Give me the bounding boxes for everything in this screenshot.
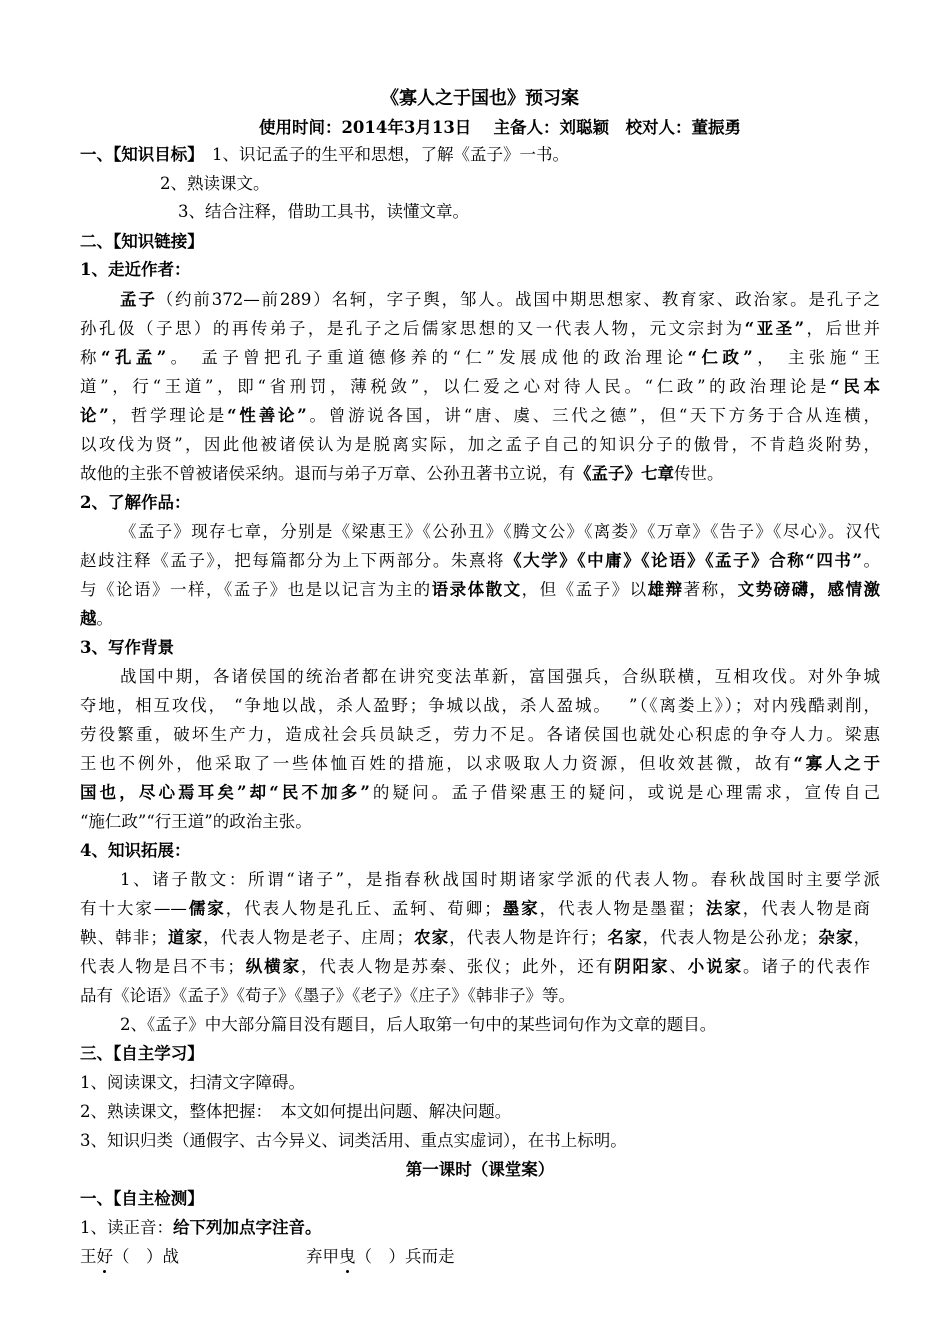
work-heading: 2、了解作品： [80, 493, 191, 512]
author-para-line: 以攻伐为贤”，因此他被诸侯认为是脱离实际，加之孟子自己的知识分子的傲骨，不肯趋炎附势， [80, 435, 880, 454]
author-para-line: 孙孔伋（子思）的再传弟子，是孔子之后儒家思想的又一代表人物，元文宗封为“亚圣”，后世并 [80, 319, 881, 338]
page-title: 《寡人之于国也》预习案 [381, 88, 579, 109]
author-heading: 1、走近作者： [80, 260, 191, 279]
dotted-char: 曳 [339, 1247, 356, 1266]
background-para-line: 夺地，相互攻伐， “争地以战，杀人盈野；争城以战，杀人盈城。 ”（《离娄上》）；对内残酷剥削， [80, 696, 880, 715]
background-para-line: 国也，尽心焉耳矣”却“民不加多”的疑问。孟子借梁惠王的疑问，或说是心理需求，宣传自己 [80, 783, 880, 802]
goals-line-1 [80, 142, 880, 168]
goals-heading: 一、【知识目标】 [80, 145, 196, 164]
goal-1: 1、识记孟子的生平和思想，了解《孟子》一书。 [212, 145, 569, 164]
self-study-item-3: 3、知识归类（通假字、古今异义、词类活用、重点实虚词），在书上标明。 [80, 1131, 627, 1150]
background-para-line: 劳役繁重，破坏生产力，造成社会兵员缺乏，劳力不足。各诸侯国也就处心积虑的争夺人力。梁惠 [80, 725, 880, 744]
background-para-line: 王也不例外，他采取了一些体恤百姓的措施，以求吸取人力资源，但收效甚微，故有“寡人之于 [80, 754, 881, 773]
extension-para-line: 鞅、韩非；道家，代表人物是老子、庄周；农家，代表人物是许行；名家，代表人物是公孙龙；杂家， [80, 928, 871, 947]
self-study-item-1: 1、阅读课文，扫清文字障碍。 [80, 1073, 305, 1092]
page-meta: 使用时间：2014年3月13日 主备人：刘聪颖 校对人：董振勇 [258, 118, 742, 137]
extension-heading: 4、知识拓展： [80, 841, 191, 860]
work-para-line: 《孟子》现存七章，分别是《梁惠王》《公孙丑》《腾文公》《离娄》《万章》《告子》《尽心》。汉代 [120, 522, 880, 541]
self-check-heading: 一、【自主检测】 [80, 1189, 204, 1208]
work-para-line: 与《论语》一样，《孟子》也是以记言为主的语录体散文，但《孟子》以雄辩著称，文势磅礴，感情激 [80, 580, 881, 599]
background-para-line: “施仁政”“行王道”的政治主张。 [80, 812, 312, 831]
pinyin-item: 王好（ ）战 [80, 1247, 179, 1266]
author-para-line: 故他的主张不曾被诸侯采纳。退而与弟子万章、公孙丑著书立说，有《孟子》七章传世。 [80, 464, 724, 483]
work-para-line: 赵歧注释《孟子》，把每篇都分为上下两部分。朱熹将《大学》《中庸》《论语》《孟子》合称“四书”。 [80, 551, 881, 570]
self-study-item-2: 2、熟读课文，整体把握： 本文如何提出问题、解决问题。 [80, 1102, 512, 1121]
dotted-char: 好 [96, 1247, 113, 1266]
background-para-line: 战国中期，各诸侯国的统治者都在讲究变法革新，富国强兵，合纵联横，互相攻伐。对外争城 [120, 667, 880, 686]
author-para-line: 称“孔孟”。 孟子曾把孔子重道德修养的“仁”发展成他的政治理论“仁政”， 主张施“王 [80, 348, 881, 367]
author-para-line: 孟子（约前372—前289）名轲，字子舆，邹人。战国中期思想家、教育家、政治家。是孔子之 [120, 290, 880, 309]
extension-para-line: 2、《孟子》中大部分篇目没有题目，后人取第一句中的某些词句作为文章的题目。 [120, 1015, 717, 1034]
extension-para-line: 代表人物是吕不韦；纵横家，代表人物是苏秦、张仪；此外，还有阴阳家、小说家。诸子的代表作 [80, 957, 871, 976]
question-1: 1、读正音：给下列加点字注音。 [80, 1218, 322, 1237]
pinyin-item: 弃甲曳（ ）兵而走 [306, 1247, 455, 1266]
work-para-line: 越。 [80, 609, 113, 628]
author-para-line: 道”，行“王道”，即“省刑罚，薄税敛”，以仁爱之心对待人民。“仁政”的政治理论是“民本 [80, 377, 880, 396]
author-para-line: 论”，哲学理论是“性善论”。曾游说各国，讲“唐、虞、三代之德”，但“天下方务于合从连横， [80, 406, 880, 425]
goal-3: 3、结合注释，借助工具书，读懂文章。 [178, 202, 469, 221]
self-study-heading: 三、【自主学习】 [80, 1044, 204, 1063]
extension-para-line: 1、诸子散文：所谓“诸子”，是指春秋战国时期诸家学派的代表人物。春秋战国时主要学派 [120, 870, 880, 889]
lesson-title: 第一课时（课堂案） [405, 1160, 555, 1179]
background-heading: 3、写作背景 [80, 638, 174, 657]
extension-para-line: 品有《论语》《孟子》《荀子》《墨子》《老子》《庄子》《韩非子》等。 [80, 986, 575, 1005]
extension-para-line: 有十大家——儒家，代表人物是孔丘、孟轲、荀卿；墨家，代表人物是墨翟；法家，代表人物是商 [80, 899, 871, 918]
links-heading: 二、【知识链接】 [80, 232, 204, 251]
goal-2: 2、熟读课文。 [160, 174, 270, 193]
